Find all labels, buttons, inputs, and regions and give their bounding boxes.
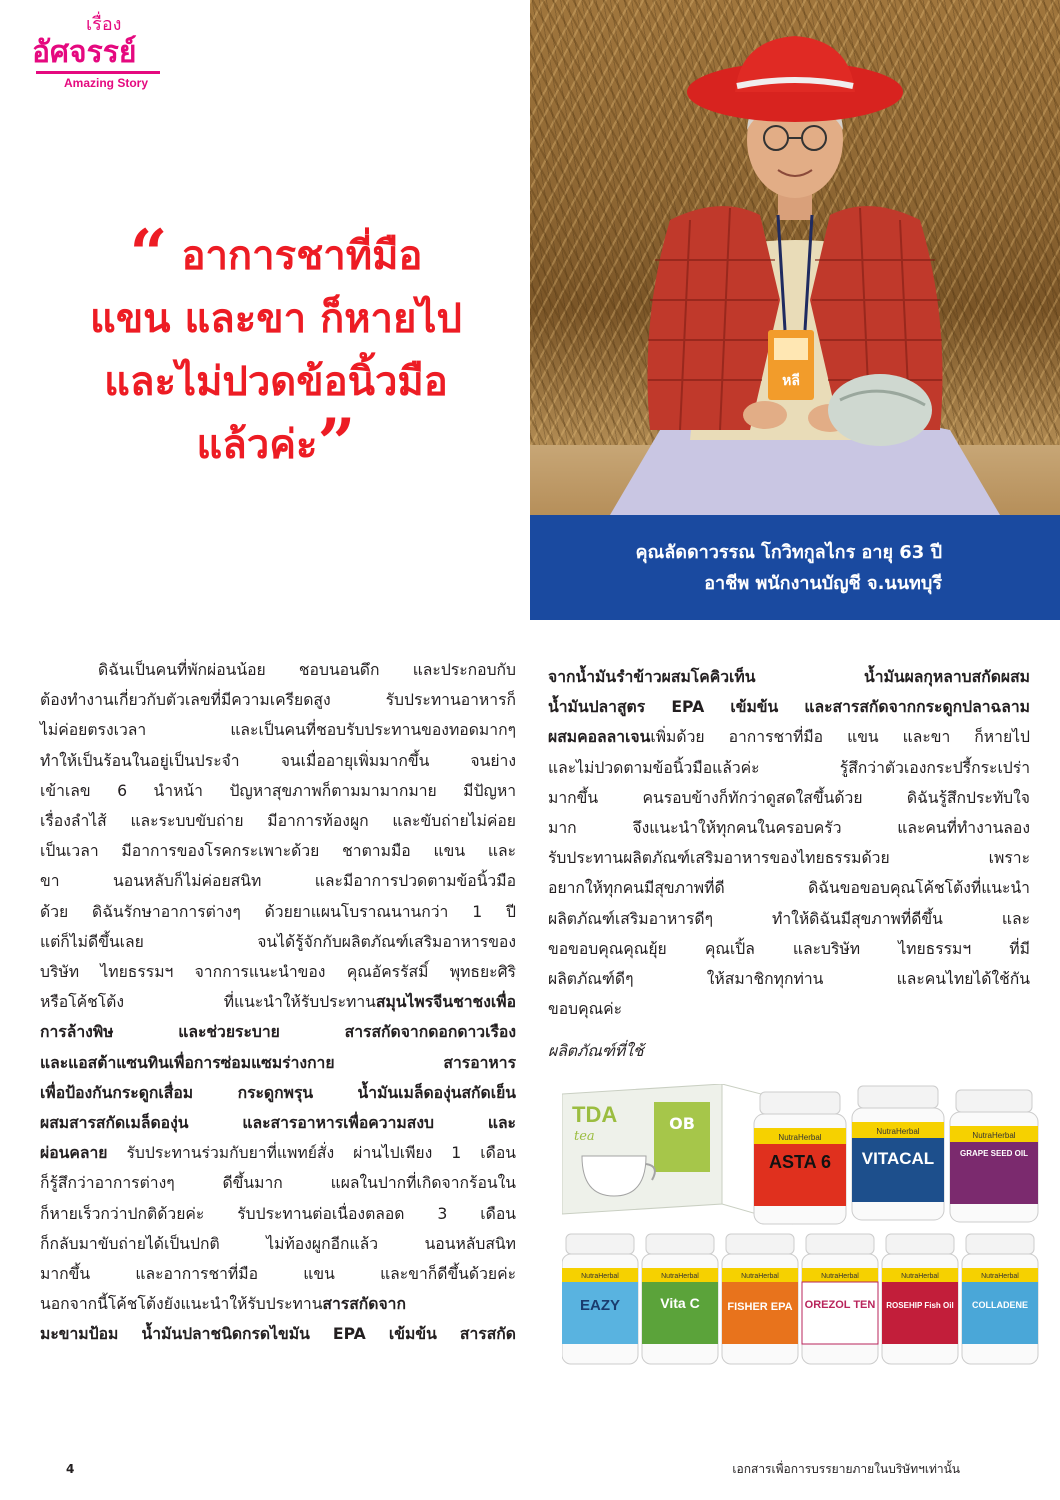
body-line: ก็หายเร็วกว่าปกติด้วยค่ะ รับประทานต่อเนื่องตลอด 3 เดือน: [40, 1203, 516, 1223]
tea-brand: TDA: [572, 1102, 618, 1127]
body-column-left: [40, 655, 516, 1350]
body-line: ผ่อนคลาย รับประทานร่วมกับยาที่แพทย์สั่ง ผ่านไปเพียง 1 เดือน: [40, 1143, 516, 1163]
bold-product-text: สารสกัดจาก: [322, 1294, 406, 1314]
product-bottle: [852, 1086, 944, 1220]
svg-text:NutraHerbal: NutraHerbal: [741, 1273, 779, 1280]
body-line: ผลิตภัณฑ์ดีๆ ให้สมาชิกทุกท่าน และคนไทยได้ใช้กัน: [548, 969, 1030, 989]
body-line: บริษัท ไทยธรรมฯ จากการแนะนำของ คุณอัครรัสมิ์ พุทธยะศิริ: [40, 962, 516, 982]
product-bottle: [882, 1234, 958, 1364]
body-line: ผลิตภัณฑ์เสริมอาหารดีๆ ทำให้ดิฉันมีสุขภาพที่ดีขึ้น และ: [548, 908, 1030, 928]
body-line: ทำให้เป็นร้อนในอยู่เป็นประจำ จนเมื่ออายุเพิ่มมากขึ้น จนย่าง: [40, 750, 516, 770]
tea-pack-label: OB: [669, 1114, 695, 1133]
page-number: 4: [66, 1462, 75, 1476]
body-line-bold: และแอสต้าแซนทินเพื่อการซ่อมแซมร่างกาย สารอาหาร: [40, 1052, 516, 1072]
body-line: นอกจากนี้โค้ชโต้งยังแนะนำให้รับประทานสารสกัดจาก: [40, 1294, 406, 1314]
svg-text:NutraHerbal: NutraHerbal: [901, 1273, 939, 1280]
body-line: รับประทานผลิตภัณฑ์เสริมอาหารของไทยธรรมด้วย เพราะ: [548, 848, 1030, 868]
body-line: และไม่ปวดตามข้อนิ้วมือแล้วค่ะ รู้สึกว่าตัวเองกระปรี้กระเปร่า: [548, 757, 1030, 777]
caption-line-2: อาชีพ พนักงานบัญชี จ.นนทบุรี: [704, 573, 942, 594]
logo-sub-text: Amazing Story: [64, 76, 149, 90]
body-line-bold: จากน้ำมันรำข้าวผสมโคคิวเท็น น้ำมันผลกุหลาบสกัดผสม: [548, 667, 1030, 686]
body-line: แต่ก็ไม่ดีขึ้นเลย จนได้รู้จักกับผลิตภัณฑ์เสริมอาหารของ: [40, 931, 516, 951]
body-column-right: [548, 662, 1030, 1024]
section-logo: [32, 14, 166, 90]
logo-main-text: อัศจรรย์: [32, 35, 137, 70]
body-line-bold: น้ำมันปลาสูตร EPA เข้มข้น และสารสกัดจากกระดูกปลาฉลาม: [548, 697, 1030, 717]
open-quote-mark: “: [129, 215, 168, 293]
product-bottle: [562, 1234, 638, 1364]
product-bottle: [802, 1234, 878, 1364]
body-line-bold: มะขามป้อม น้ำมันปลาชนิดกรดไขมัน EPA เข้มข้น สารสกัด: [40, 1324, 516, 1344]
badge-text: หลี: [782, 373, 800, 389]
body-line: มาก จึงแนะนำให้ทุกคนในครอบครัว และคนที่ทำงานลอง: [548, 818, 1030, 838]
body-line: ผสมคอลลาเจนเพิ่มด้วย อาการชาที่มือ แขน และขา ก็หายไป: [548, 727, 1030, 747]
headline-line-2: แขน และขา ก็หายไป: [90, 296, 462, 342]
body-line-bold: การล้างพิษ และช่วยระบาย สารสกัดจากดอกดาวเรือง: [40, 1022, 516, 1042]
body-line-bold: ผสมสารสกัดเมล็ดองุ่น และสารอาหารเพื่อความสงบ และ: [40, 1113, 516, 1133]
svg-text:NutraHerbal: NutraHerbal: [661, 1273, 699, 1280]
body-line: ดิฉันเป็นคนที่พักผ่อนน้อย ชอบนอนดึก และประกอบกับ: [98, 660, 516, 679]
body-line: เป็นเวลา มีอาการของโรคกระเพาะด้วย ชาตามมือ แขน และ: [40, 841, 516, 861]
person-illustration: [530, 0, 1060, 515]
product-bottle: [642, 1234, 718, 1364]
tea-word: tea: [574, 1129, 595, 1144]
svg-text:NutraHerbal: NutraHerbal: [821, 1273, 859, 1280]
svg-text:VITACAL: VITACAL: [861, 1149, 935, 1168]
body-line: ก็กลับมาขับถ่ายได้เป็นปกติ ไม่ท้องผูกอีกแล้ว นอนหลับสนิท: [40, 1233, 516, 1253]
headline-line-3: และไม่ปวดข้อนิ้วมือ: [104, 359, 448, 405]
svg-text:COLLADENE: COLLADENE: [972, 1300, 1028, 1310]
product-bottle: [950, 1090, 1038, 1222]
svg-text:NutraHerbal: NutraHerbal: [876, 1127, 920, 1136]
body-line: อยากให้ทุกคนมีสุขภาพที่ดี ดิฉันขอขอบคุณโค้ชโต้งที่แนะนำ: [548, 878, 1030, 898]
svg-text:EAZY: EAZY: [579, 1297, 621, 1314]
bold-product-text: สมุนไพรจีนชาชงเพื่อ: [375, 992, 516, 1012]
logo-top-text: เรื่อง: [86, 14, 122, 35]
svg-text:NutraHerbal: NutraHerbal: [972, 1131, 1016, 1140]
product-bottle: [722, 1234, 798, 1364]
portrait-photo: [530, 0, 1060, 515]
close-quote-mark: ”: [317, 404, 356, 482]
svg-text:ROSEHIP Fish Oil: ROSEHIP Fish Oil: [886, 1301, 954, 1310]
portrait-caption: [530, 515, 1060, 620]
bottle-row-1: [754, 1086, 1038, 1224]
headline-line-1: “ อาการชาที่มือ: [129, 215, 423, 293]
body-line: มากขึ้น คนรอบข้างก็ทักว่าดูสดใสขึ้นด้วย ดิฉันรู้สึกประทับใจ: [548, 787, 1030, 807]
product-bottle: [754, 1092, 846, 1224]
body-line: เรื่องลำไส้ และระบบขับถ่าย มีอาการท้องผูก และขับถ่ายไม่ค่อย: [40, 811, 516, 831]
body-line: ขา นอนหลับก็ไม่ค่อยสนิท และมีอาการปวดตามข้อนิ้วมือ: [40, 871, 516, 891]
body-line: ขอขอบคุณคุณยุ้ย คุณเปิ้ล และบริษัท ไทยธรรมฯ ที่มี: [548, 938, 1030, 958]
product-bottle: [962, 1234, 1038, 1364]
footer-note: เอกสารเพื่อการบรรยายภายในบริษัทฯเท่านั้น: [732, 1462, 960, 1476]
headline-quote: [36, 215, 516, 482]
body-line: ด้วย ดิฉันรักษาอาการต่างๆ ด้วยยาแผนโบราณนานกว่า 1 ปี: [40, 901, 516, 921]
svg-text:NutraHerbal: NutraHerbal: [581, 1273, 619, 1280]
svg-text:FISHER EPA: FISHER EPA: [727, 1301, 793, 1313]
body-line: ไม่ค่อยตรงเวลา และเป็นคนที่ชอบรับประทานของทอดมากๆ: [40, 720, 516, 740]
body-line: ขอบคุณค่ะ: [548, 999, 623, 1019]
body-line-bold: เพื่อป้องกันกระดูกเสื่อม กระดูกพรุน น้ำมันเมล็ดองุ่นสกัดเย็น: [40, 1082, 516, 1102]
svg-text:NutraHerbal: NutraHerbal: [778, 1133, 822, 1142]
body-line: มากขึ้น และอาการชาที่มือ แขน และขาก็ดีขึ้นด้วยค่ะ: [40, 1264, 516, 1284]
products-label: ผลิตภัณฑ์ที่ใช้: [548, 1041, 644, 1060]
svg-text:ASTA 6: ASTA 6: [768, 1152, 832, 1172]
body-line: ต้องทำงานเกี่ยวกับตัวเลขที่มีความเครียดสูง รับประทานอาหารก็: [40, 690, 516, 710]
svg-text:Vita C: Vita C: [660, 1295, 700, 1311]
logo-underline: [36, 71, 160, 74]
body-line: ก็รู้สึกว่าอาการต่างๆ ดีขึ้นมาก แผลในปากที่เกิดจากร้อนใน: [40, 1173, 516, 1193]
svg-text:NutraHerbal: NutraHerbal: [981, 1273, 1019, 1280]
svg-text:OREZOL TEN: OREZOL TEN: [804, 1299, 876, 1311]
products-image: [562, 1084, 1042, 1374]
bottle-row-2: [562, 1234, 1038, 1364]
caption-line-1: คุณลัดดาวรรณ โกวิทกูลไกร อายุ 63 ปี: [635, 542, 942, 563]
svg-text:GRAPE SEED OIL: GRAPE SEED OIL: [959, 1149, 1029, 1158]
body-line: หรือโค้ชโต้ง ที่แนะนำให้รับประทานสมุนไพรจีนชาชงเพื่อ: [40, 992, 516, 1012]
body-line: เข้าเลข 6 นำหน้า ปัญหาสุขภาพก็ตามมามากมาย มีปัญหา: [40, 780, 516, 800]
headline-line-4: แล้วค่ะ”: [196, 404, 356, 482]
